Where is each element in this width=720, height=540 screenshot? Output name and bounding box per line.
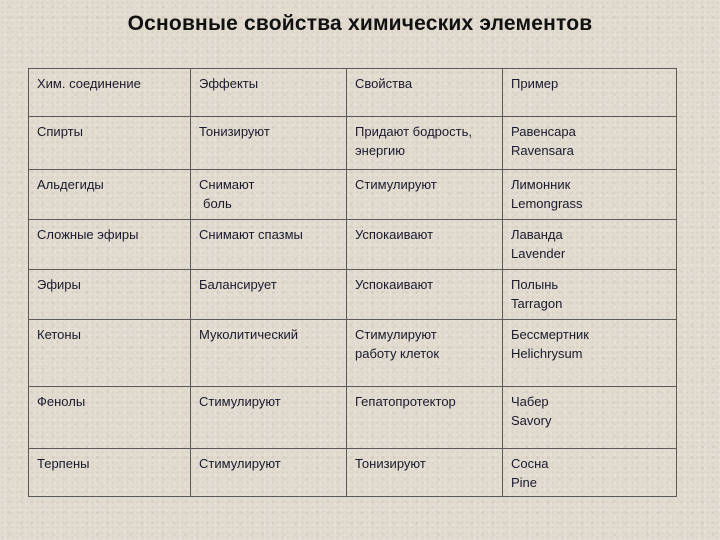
example-cell: Чабер Savory <box>503 387 677 449</box>
table-row <box>29 117 677 170</box>
effect-cell: Балансирует <box>191 270 347 320</box>
effect-cell: Снимают боль <box>191 170 347 220</box>
effect-cell: Стимулируют <box>191 449 347 497</box>
property-cell: Стимулируют работу клеток <box>347 320 503 387</box>
header-properties: Свойства <box>347 69 503 117</box>
compound-cell: Фенолы <box>29 387 191 449</box>
header-compound: Хим. соединение <box>29 69 191 117</box>
table-row <box>29 270 677 320</box>
property-cell: Успокаивают <box>347 270 503 320</box>
compound-cell: Альдегиды <box>29 170 191 220</box>
example-cell: Лимонник Lemongrass <box>503 170 677 220</box>
page-title: Основные свойства химических элементов <box>127 12 593 35</box>
table-row <box>29 220 677 270</box>
effect-cell: Снимают спазмы <box>191 220 347 270</box>
compound-cell: Эфиры <box>29 270 191 320</box>
example-cell: Бессмертник Helichrysum <box>503 320 677 387</box>
properties-table <box>28 68 677 497</box>
table-row <box>29 387 677 449</box>
table-row <box>29 320 677 387</box>
example-cell: Полынь Tarragon <box>503 270 677 320</box>
compound-cell: Сложные эфиры <box>29 220 191 270</box>
compound-cell: Кетоны <box>29 320 191 387</box>
effect-cell: Тонизируют <box>191 117 347 170</box>
table-header-row <box>29 69 677 117</box>
compound-cell: Спирты <box>29 117 191 170</box>
example-cell: Сосна Pine <box>503 449 677 497</box>
property-cell: Гепатопротектор <box>347 387 503 449</box>
property-cell: Придают бодрость, энергию <box>347 117 503 170</box>
effect-cell: Стимулируют <box>191 387 347 449</box>
effect-cell: Муколитический <box>191 320 347 387</box>
table-row <box>29 449 677 497</box>
property-cell: Успокаивают <box>347 220 503 270</box>
header-example: Пример <box>503 69 677 117</box>
table-row <box>29 170 677 220</box>
compound-cell: Терпены <box>29 449 191 497</box>
example-cell: Равенсара Ravensara <box>503 117 677 170</box>
header-effects: Эффекты <box>191 69 347 117</box>
property-cell: Тонизируют <box>347 449 503 497</box>
property-cell: Стимулируют <box>347 170 503 220</box>
example-cell: Лаванда Lavender <box>503 220 677 270</box>
